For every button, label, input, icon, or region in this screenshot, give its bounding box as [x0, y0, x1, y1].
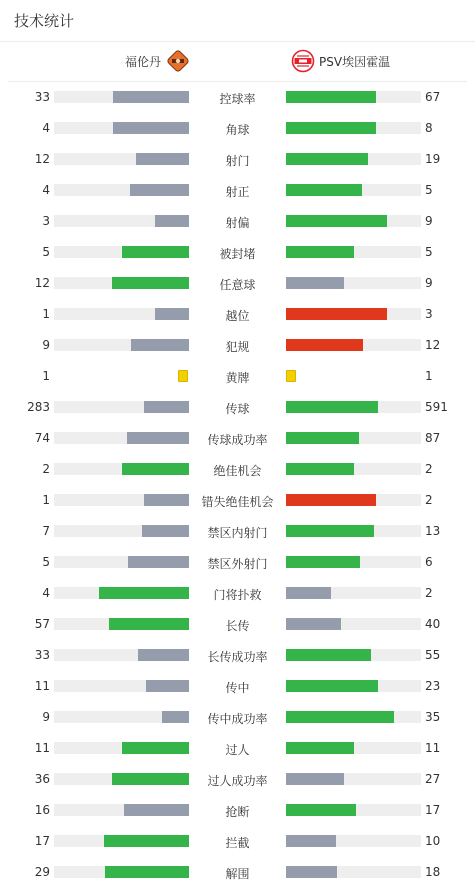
away-stat-bar-fill	[286, 773, 344, 785]
stat-row	[0, 639, 475, 670]
stat-label: 被封堵	[219, 247, 256, 261]
home-stat-value: 4	[42, 121, 50, 135]
stat-label: 拦截	[225, 836, 250, 850]
away-stat-value: 17	[425, 803, 441, 817]
stat-row	[0, 484, 475, 515]
stat-label: 控球率	[219, 92, 256, 106]
home-stat-value: 2	[42, 462, 50, 476]
home-stat-bar	[54, 401, 189, 413]
home-stat-bar	[54, 246, 189, 258]
away-stat-bar-fill	[286, 432, 359, 444]
home-team-name: 福伦丹	[125, 54, 162, 69]
home-stat-bar-fill	[124, 804, 189, 816]
home-stat-value: 9	[42, 338, 50, 352]
away-stat-value: 2	[425, 462, 433, 476]
home-stat-bar-fill	[113, 91, 189, 103]
home-stat-bar	[54, 277, 189, 289]
stat-row	[0, 329, 475, 360]
home-stat-bar-fill	[122, 742, 190, 754]
away-stat-value: 87	[425, 431, 441, 445]
home-stat-bar-fill	[155, 308, 189, 320]
away-stat-bar	[286, 587, 421, 599]
home-yellow-card-icon	[178, 370, 188, 382]
home-stat-value: 29	[34, 865, 50, 879]
away-stat-value: 67	[425, 90, 441, 104]
home-stat-bar-fill	[113, 122, 189, 134]
away-stat-bar-fill	[286, 153, 368, 165]
stat-row	[0, 422, 475, 453]
home-stat-bar-fill	[130, 184, 189, 196]
stats-list	[0, 81, 475, 887]
away-stat-bar-fill	[286, 184, 362, 196]
stat-row	[0, 267, 475, 298]
away-stat-bar	[286, 246, 421, 258]
away-team[interactable]	[291, 49, 390, 73]
away-stat-bar	[286, 463, 421, 475]
home-stat-value: 12	[34, 276, 50, 290]
away-stat-bar-fill	[286, 525, 374, 537]
away-stat-value: 5	[425, 245, 433, 259]
home-stat-value: 33	[34, 90, 50, 104]
home-stat-bar-fill	[136, 153, 189, 165]
away-stat-value: 2	[425, 493, 433, 507]
stat-label: 射门	[225, 154, 250, 168]
home-stat-bar	[54, 215, 189, 227]
stat-row	[0, 577, 475, 608]
home-stat-value: 4	[42, 586, 50, 600]
away-stat-value: 27	[425, 772, 441, 786]
home-stat-bar	[54, 432, 189, 444]
away-stat-bar	[286, 308, 421, 320]
home-stat-bar	[54, 835, 189, 847]
away-team-name: PSV埃因霍温	[319, 54, 391, 69]
home-stat-bar-fill	[109, 618, 189, 630]
stat-row	[0, 391, 475, 422]
stat-row	[0, 825, 475, 856]
away-stat-bar-fill	[286, 463, 354, 475]
home-stat-bar-fill	[162, 711, 189, 723]
stat-row	[0, 546, 475, 577]
away-stat-value: 591	[425, 400, 448, 414]
stat-row	[0, 174, 475, 205]
stat-row	[0, 670, 475, 701]
stat-label: 过人	[225, 743, 250, 757]
home-stat-bar-fill	[112, 773, 189, 785]
away-stat-value: 2	[425, 586, 433, 600]
home-stat-bar	[54, 618, 189, 630]
stat-label: 长传	[225, 619, 250, 633]
home-stat-value: 11	[34, 679, 50, 693]
home-stat-bar-fill	[155, 215, 189, 227]
home-stat-value: 1	[42, 307, 50, 321]
away-stat-value: 9	[425, 276, 433, 290]
page-title: 技术统计	[14, 12, 75, 30]
home-stat-bar	[54, 463, 189, 475]
away-stat-bar	[286, 91, 421, 103]
stat-row	[0, 143, 475, 174]
away-stat-value: 19	[425, 152, 441, 166]
stat-row	[0, 453, 475, 484]
away-stat-bar-fill	[286, 587, 331, 599]
away-stat-bar	[286, 277, 421, 289]
away-team-badge-icon	[291, 49, 315, 73]
home-stat-bar-fill	[142, 525, 189, 537]
home-stat-value: 7	[42, 524, 50, 538]
home-stat-bar-fill	[127, 432, 189, 444]
away-stat-bar-fill	[286, 556, 360, 568]
home-stat-bar-fill	[105, 866, 189, 878]
home-stat-bar	[54, 742, 189, 754]
away-stat-bar	[286, 742, 421, 754]
away-stat-bar-fill	[286, 711, 394, 723]
home-stat-bar-fill	[131, 339, 189, 351]
stats-header	[0, 0, 475, 42]
stat-row	[0, 360, 475, 391]
stat-row	[0, 298, 475, 329]
stat-label: 解围	[225, 867, 250, 881]
home-stat-bar	[54, 91, 189, 103]
away-stat-value: 23	[425, 679, 441, 693]
stat-label: 错失绝佳机会	[201, 495, 274, 509]
away-stat-value: 10	[425, 834, 441, 848]
away-stat-bar	[286, 773, 421, 785]
stat-row	[0, 732, 475, 763]
stat-row	[0, 763, 475, 794]
home-stat-value: 283	[27, 400, 50, 414]
home-stat-bar	[54, 184, 189, 196]
away-stat-value: 9	[425, 214, 433, 228]
away-stat-value: 12	[425, 338, 441, 352]
stat-label: 传球	[225, 402, 250, 416]
away-stat-value: 3	[425, 307, 433, 321]
away-stat-bar	[286, 153, 421, 165]
away-yellow-card-icon	[286, 370, 296, 382]
away-stat-value: 8	[425, 121, 433, 135]
stat-label: 传中成功率	[207, 712, 268, 726]
away-stat-bar-fill	[286, 742, 354, 754]
home-stat-value: 5	[42, 245, 50, 259]
away-stat-bar-fill	[286, 494, 376, 506]
home-stat-value: 74	[34, 431, 50, 445]
stat-label: 抢断	[225, 805, 250, 819]
home-stat-value: 33	[34, 648, 50, 662]
home-stat-bar	[54, 556, 189, 568]
home-stat-bar	[54, 494, 189, 506]
stat-label: 门将扑救	[213, 588, 262, 602]
stat-label: 过人成功率	[207, 774, 268, 788]
home-stat-bar	[54, 866, 189, 878]
home-stat-value: 9	[42, 710, 50, 724]
away-stat-bar	[286, 401, 421, 413]
stat-label: 黄牌	[225, 371, 250, 385]
away-stat-bar	[286, 215, 421, 227]
home-stat-value: 11	[34, 741, 50, 755]
away-stat-bar-fill	[286, 339, 363, 351]
home-stat-bar-fill	[99, 587, 189, 599]
away-stat-bar	[286, 339, 421, 351]
home-stat-value: 1	[42, 493, 50, 507]
away-stat-bar	[286, 122, 421, 134]
away-stat-bar-fill	[286, 835, 336, 847]
away-stat-bar	[286, 184, 421, 196]
stat-label: 射偏	[225, 216, 250, 230]
stat-row	[0, 81, 475, 112]
stat-label: 长传成功率	[207, 650, 268, 664]
stat-label: 射正	[225, 185, 250, 199]
stat-row	[0, 856, 475, 887]
home-stat-bar-fill	[138, 649, 189, 661]
away-stat-value: 1	[425, 369, 433, 383]
away-stat-bar-fill	[286, 246, 354, 258]
away-stat-bar-fill	[286, 618, 341, 630]
home-stat-value: 3	[42, 214, 50, 228]
stat-label: 传球成功率	[207, 433, 268, 447]
away-stat-bar-fill	[286, 680, 378, 692]
away-stat-value: 18	[425, 865, 441, 879]
home-stat-bar	[54, 339, 189, 351]
away-stat-bar-fill	[286, 308, 387, 320]
stat-label: 禁区外射门	[207, 557, 268, 571]
away-stat-bar	[286, 804, 421, 816]
home-team-badge-icon	[166, 49, 190, 73]
home-stat-bar	[54, 153, 189, 165]
away-stat-bar-fill	[286, 866, 337, 878]
stat-label: 传中	[225, 681, 250, 695]
away-stat-bar-fill	[286, 91, 376, 103]
stat-row	[0, 515, 475, 546]
home-stat-bar	[54, 308, 189, 320]
home-stat-value: 17	[34, 834, 50, 848]
away-stat-value: 13	[425, 524, 441, 538]
away-stat-value: 55	[425, 648, 441, 662]
home-stat-value: 1	[42, 369, 50, 383]
stat-row	[0, 236, 475, 267]
home-stat-bar	[54, 773, 189, 785]
away-stat-value: 11	[425, 741, 441, 755]
away-stat-bar	[286, 711, 421, 723]
away-stat-bar	[286, 835, 421, 847]
away-stat-bar	[286, 556, 421, 568]
away-stat-bar	[286, 866, 421, 878]
away-stat-bar	[286, 525, 421, 537]
home-stat-bar-fill	[144, 401, 189, 413]
away-stat-bar	[286, 432, 421, 444]
home-stat-bar	[54, 711, 189, 723]
home-stat-bar	[54, 649, 189, 661]
home-stat-value: 16	[34, 803, 50, 817]
home-stat-bar	[54, 122, 189, 134]
stat-label: 角球	[225, 123, 250, 137]
away-stat-bar-fill	[286, 649, 371, 661]
home-stat-value: 36	[34, 772, 50, 786]
home-stat-bar-fill	[112, 277, 189, 289]
home-stat-value: 4	[42, 183, 50, 197]
home-stat-bar-fill	[144, 494, 189, 506]
away-stat-bar	[286, 680, 421, 692]
home-stat-value: 5	[42, 555, 50, 569]
home-stat-bar-fill	[146, 680, 189, 692]
away-stat-bar-fill	[286, 277, 344, 289]
home-team[interactable]	[125, 49, 190, 73]
home-stat-bar-fill	[122, 463, 190, 475]
stat-row	[0, 794, 475, 825]
away-stat-bar	[286, 494, 421, 506]
stat-row	[0, 701, 475, 732]
stat-label: 绝佳机会	[213, 464, 262, 478]
home-stat-bar	[54, 587, 189, 599]
stat-row	[0, 205, 475, 236]
stat-label: 禁区内射门	[207, 526, 268, 540]
stat-label: 犯规	[225, 340, 250, 354]
away-stat-value: 5	[425, 183, 433, 197]
home-stat-bar	[54, 680, 189, 692]
away-stat-value: 35	[425, 710, 441, 724]
stat-label: 越位	[225, 309, 250, 323]
home-stat-value: 12	[34, 152, 50, 166]
home-stat-bar-fill	[104, 835, 189, 847]
away-stat-bar	[286, 618, 421, 630]
stat-label: 任意球	[219, 278, 256, 292]
home-stat-bar	[54, 804, 189, 816]
away-stat-bar-fill	[286, 804, 356, 816]
teams-row	[8, 41, 467, 82]
home-stat-value: 57	[34, 617, 50, 631]
away-stat-bar	[286, 649, 421, 661]
home-stat-bar-fill	[122, 246, 190, 258]
away-stat-bar-fill	[286, 122, 376, 134]
away-stat-bar-fill	[286, 401, 378, 413]
home-stat-bar	[54, 525, 189, 537]
stat-row	[0, 112, 475, 143]
away-stat-bar-fill	[286, 215, 387, 227]
away-stat-value: 40	[425, 617, 441, 631]
stat-row	[0, 608, 475, 639]
home-stat-bar-fill	[128, 556, 189, 568]
away-stat-value: 6	[425, 555, 433, 569]
